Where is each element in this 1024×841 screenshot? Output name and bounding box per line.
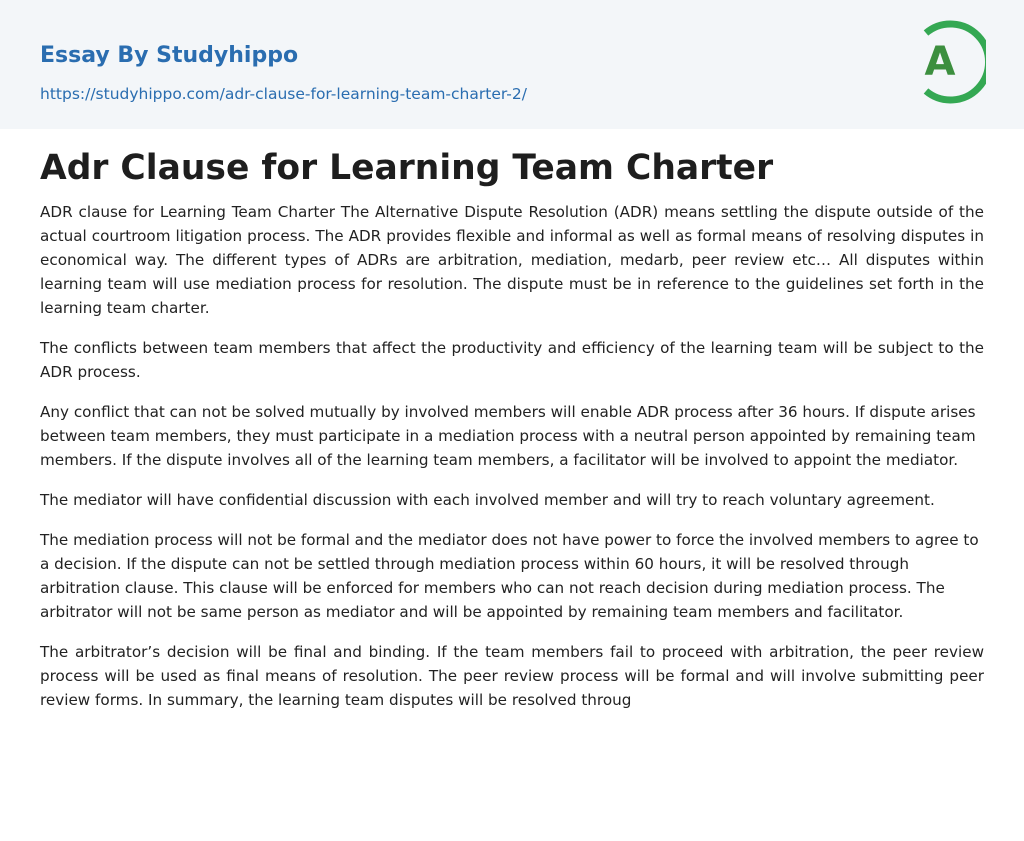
paragraph-6: The arbitrator’s decision will be final and binding. If the team members fail to proceed with arbitration, the peer review process will be used as final means of resolution. The peer review process will be formal and will involve submitting peer review forms. In summary, the learning team disputes will be resolved throug xyxy=(40,643,984,709)
article-title: Adr Clause for Learning Team Charter xyxy=(40,148,774,188)
paragraph-4: The mediator will have confidential discussion with each involved member and will try to reach voluntary agreement. xyxy=(40,491,935,509)
paragraph-5: The mediation process will not be formal and the mediator does not have power to force the involved members to agree to a decision. If the dispute can not be settled through mediation process within 60 hours, it will be resolved through arbitration clause. This clause will be enforced for members who can not reach decision during mediation process. The arbitrator will not be same person as mediator and will be appointed by remaining team members and facilitator. xyxy=(40,531,979,621)
paragraph-3: Any conflict that can not be solved mutually by involved members will enable ADR process after 36 hours. If dispute arises between team members, they must participate in a mediation process with a neutral person appointed by remaining team members. If the dispute involves all of the learning team members, a facilitator will be involved to appoint the mediator. xyxy=(40,403,976,469)
studyhippo-logo-icon[interactable] xyxy=(912,19,986,105)
paragraph-1: ADR clause for Learning Team Charter The Alternative Dispute Resolution (ADR) means settling the dispute outside of the actual courtroom litigation process. The ADR provides flexible and informal as well as formal means of resolving disputes in economical way. The different types of ADRs are arbitration, mediation, medarb, peer review etc… All disputes within learning team will use mediation process for resolution. The dispute must be in reference to the guidelines set forth in the learning team charter. xyxy=(40,203,984,317)
logo-letter: A xyxy=(924,39,956,85)
essay-url-link[interactable]: https://studyhippo.com/adr-clause-for-learning-team-charter-2/ xyxy=(40,85,527,103)
site-brand[interactable]: Essay By Studyhippo xyxy=(40,43,299,68)
article-body xyxy=(40,200,984,728)
paragraph-2: The conflicts between team members that affect the productivity and efficiency of the learning team will be subject to the ADR process. xyxy=(40,339,984,381)
